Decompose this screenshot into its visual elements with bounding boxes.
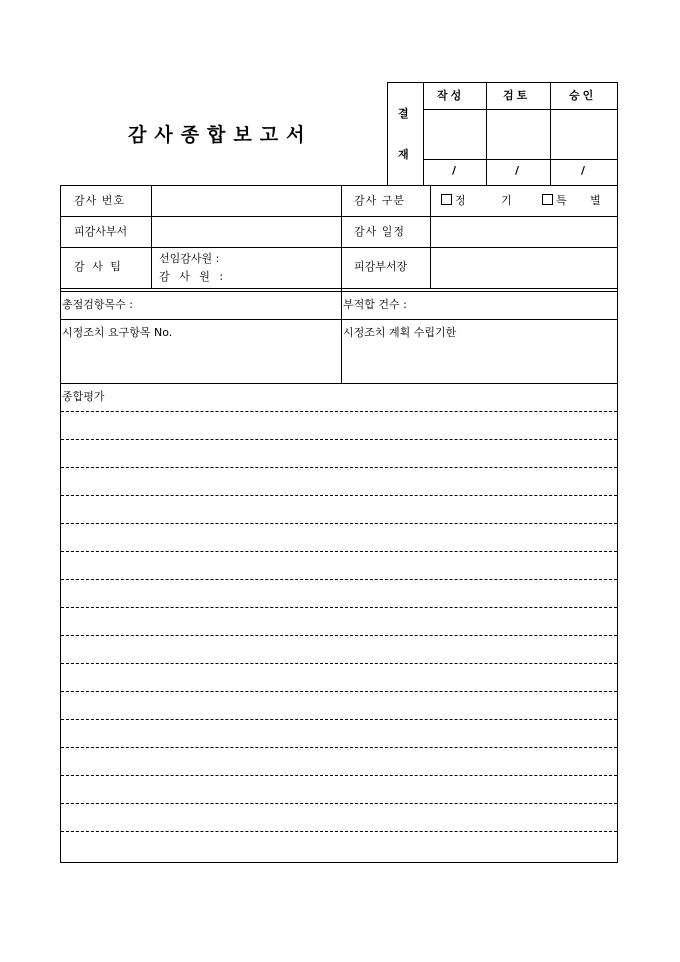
auditee-dept-label: 피감사부서 [74, 225, 128, 238]
approval-sign-author[interactable] [424, 110, 486, 159]
writing-line [61, 607, 617, 608]
writing-line [61, 663, 617, 664]
auditor-label: 감 사 원 : [159, 270, 227, 283]
writing-line [61, 467, 617, 468]
writing-line [61, 831, 617, 832]
audit-number-field[interactable] [155, 187, 339, 215]
total-items-label: 총점검항목수 : [62, 298, 133, 311]
audit-schedule-label: 감사 일정 [354, 225, 406, 238]
writing-line [61, 523, 617, 524]
audit-schedule-field[interactable] [434, 218, 616, 246]
dept-head-label: 피감부서장 [354, 260, 408, 273]
dept-head-field[interactable] [434, 249, 616, 287]
writing-line [61, 411, 617, 412]
corrective-items-label: 시정조치 요구항목 No. [62, 326, 173, 339]
writing-line [61, 495, 617, 496]
audit-type-regular-option[interactable] [441, 194, 528, 208]
approval-date-author[interactable]: / [452, 164, 457, 177]
approval-header-author: 작성 [437, 89, 465, 102]
writing-line [61, 551, 617, 552]
approval-label-bottom: 재 [398, 148, 409, 161]
regular-label: 정 기 [455, 194, 528, 207]
audit-number-label: 감사 번호 [74, 194, 126, 207]
evaluation-writing-area[interactable] [61, 410, 617, 861]
writing-line [61, 803, 617, 804]
senior-auditor-label: 선임감사원 : [159, 252, 220, 265]
regular-checkbox[interactable] [441, 194, 452, 205]
audit-team-label: 감 사 팀 [74, 260, 123, 273]
writing-line [61, 635, 617, 636]
special-checkbox[interactable] [542, 194, 553, 205]
page-title: 감사종합보고서 [128, 124, 313, 146]
writing-line [61, 747, 617, 748]
approval-label-top: 결 [398, 107, 409, 120]
evaluation-label: 종합평가 [62, 390, 105, 403]
writing-line [61, 691, 617, 692]
audit-type-special-option[interactable] [542, 194, 611, 208]
writing-line [61, 775, 617, 776]
writing-line [61, 719, 617, 720]
approval-header-review: 검토 [503, 89, 531, 102]
corrective-deadline-label: 시정조치 계획 수립기한 [343, 326, 457, 339]
nonconformity-count-label: 부적합 건수 : [343, 298, 407, 311]
approval-sign-review[interactable] [487, 110, 550, 159]
approval-header-approve: 승인 [569, 89, 597, 102]
special-label: 특 별 [556, 194, 611, 207]
auditee-dept-field[interactable] [155, 218, 339, 246]
writing-line [61, 439, 617, 440]
approval-sign-approve[interactable] [551, 110, 617, 159]
approval-date-review[interactable]: / [515, 164, 520, 177]
approval-date-approve[interactable]: / [581, 164, 586, 177]
audit-type-label: 감사 구분 [354, 194, 406, 207]
writing-line [61, 579, 617, 580]
